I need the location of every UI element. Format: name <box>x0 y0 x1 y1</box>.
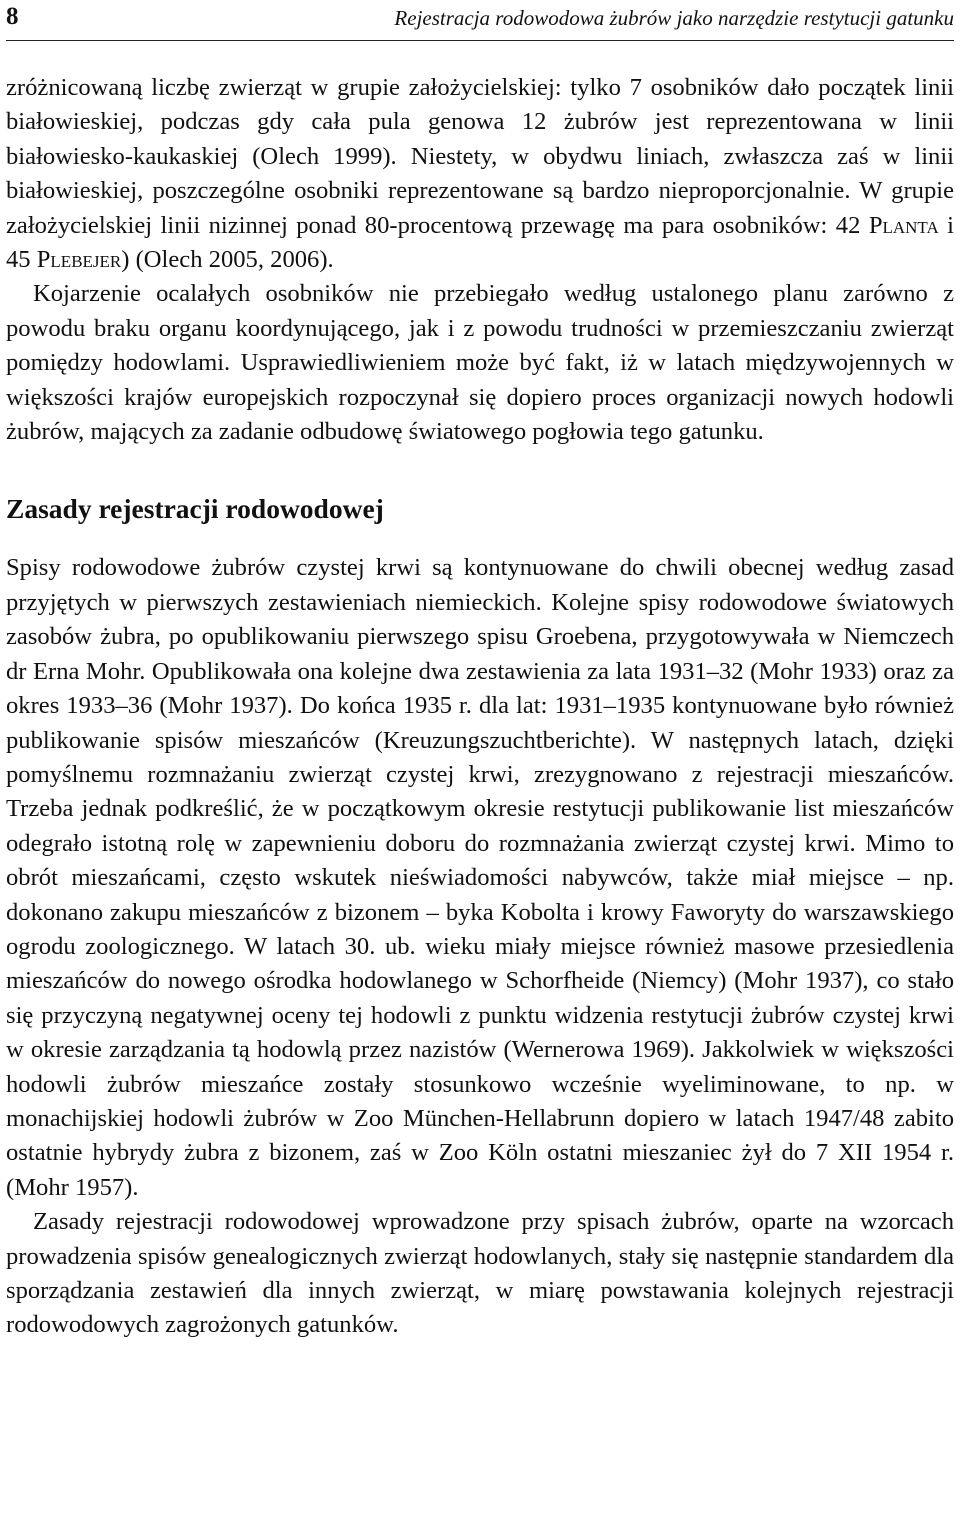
paragraph-text: i 45 <box>6 211 954 274</box>
paragraph-text: ) (Olech 2005, 2006). <box>121 246 334 274</box>
animal-name-planta: Planta <box>868 211 939 239</box>
document-page <box>6 0 954 1343</box>
paragraph-text: zróżnicowaną liczbę zwierząt w grupie założycielskiej: tylko 7 osobników dało początek linii białowieskiej, podczas gdy cała pula genowa 12 żubrów jest reprezentowana w linii białowiesko-kaukaskiej (Olech 1999). Niestety, w obydwu liniach, zwłaszcza zaś w linii białowieskiej, poszczególne osobniki reprezentowane są bardzo nieproporcjonalnie. W grupie założycielskiej linii nizinnej ponad 80-procentową przewagę ma para osobników: 42 <box>6 74 954 239</box>
running-header <box>6 0 954 41</box>
body-text <box>6 71 954 1343</box>
paragraph-kojarzenie: Kojarzenie ocalałych osobników nie przebiegało według ustalonego planu zarówno z powodu braku organu koordynującego, jak i z powodu trudności w przemieszczaniu zwierząt pomiędzy hodowlami. Usprawiedliwieniem może być fakt, iż w latach międzywojennych w większości krajów europejskich rozpoczynał się dopiero proces organizacji nowych hodowli żubrów, mających za zadanie odbudowę światowego pogłowia tego gatunku. <box>6 280 954 446</box>
paragraph-continuation <box>6 71 954 277</box>
running-title: Rejestracja rodowodowa żubrów jako narzędzie restytucji gatunku <box>394 6 954 30</box>
paragraph-spisy: Spisy rodowodowe żubrów czystej krwi są kontynuowane do chwili obecnej według zasad przyjętych w pierwszych zestawieniach niemieckich. Kolejne spisy rodowodowe światowych zasobów żubra, po opublikowaniu pierwszego spisu Groebena, przygotowywała w Niemczech dr Erna Mohr. Opublikowała ona kolejne dwa zestawienia za lata 1931–32 (Mohr 1933) oraz za okres 1933–36 (Mohr 1937). Do końca 1935 r. dla lat: 1931–1935 kontynuowane było również publikowanie spisów mieszańców (Kreuzungszuchtberichte). W następnych latach, dzięki pomyślnemu rozmnażaniu zwierząt czystej krwi, zrezygnowano z rejestracji mieszańców. Trzeba jednak podkreślić, że w początkowym okresie restytucji publikowanie list mieszańców odegrało istotną rolę w zapewnieniu doboru do rozmnażania zwierząt czystej krwi. Mimo to obrót mieszańcami, często wskutek nieświadomości nabywców, także miał miejsce – np. dokonano zakupu mieszańców z bizonem – byka Kobolta i krowy Faworyty do warszawskiego ogrodu zoologicznego. W latach 30. ub. wieku miały miejsce również masowe przesiedlenia mieszańców do nowego ośrodka hodowlanego w Schorfheide (Niemcy) (Mohr 1937), co stało się przyczyną negatywnej oceny tej hodowli z punktu widzenia restytucji żubrów czystej krwi w okresie zarządzania tą hodowlą przez nazistów (Wernerowa 1969). Jakkolwiek w większości hodowli żubrów mieszańce zostały stosunkowo wcześnie wyeliminowane, to np. w monachijskiej hodowli żubrów w Zoo München-Hellabrunn dopiero w latach 1947/48 zabito ostatnie hybrydy żubra z bizonem, zaś w Zoo Köln ostatni mieszaniec żył do 7 XII 1954 r. (Mohr 1957). <box>6 554 954 1201</box>
paragraph-zasady: Zasady rejestracji rodowodowej wprowadzone przy spisach żubrów, oparte na wzorcach prowadzenia spisów genealogicznych zwierząt hodowlanych, stały się następnie standardem dla sporządzania zestawień dla innych zwierząt, w miarę powstawania kolejnych rejestracji rodowodowych zagrożonych gatunków. <box>6 1208 954 1339</box>
page-number: 8 <box>6 3 19 30</box>
section-heading: Zasady rejestracji rodowodowej <box>6 493 384 525</box>
animal-name-plebejer: Plebejer <box>36 246 122 274</box>
